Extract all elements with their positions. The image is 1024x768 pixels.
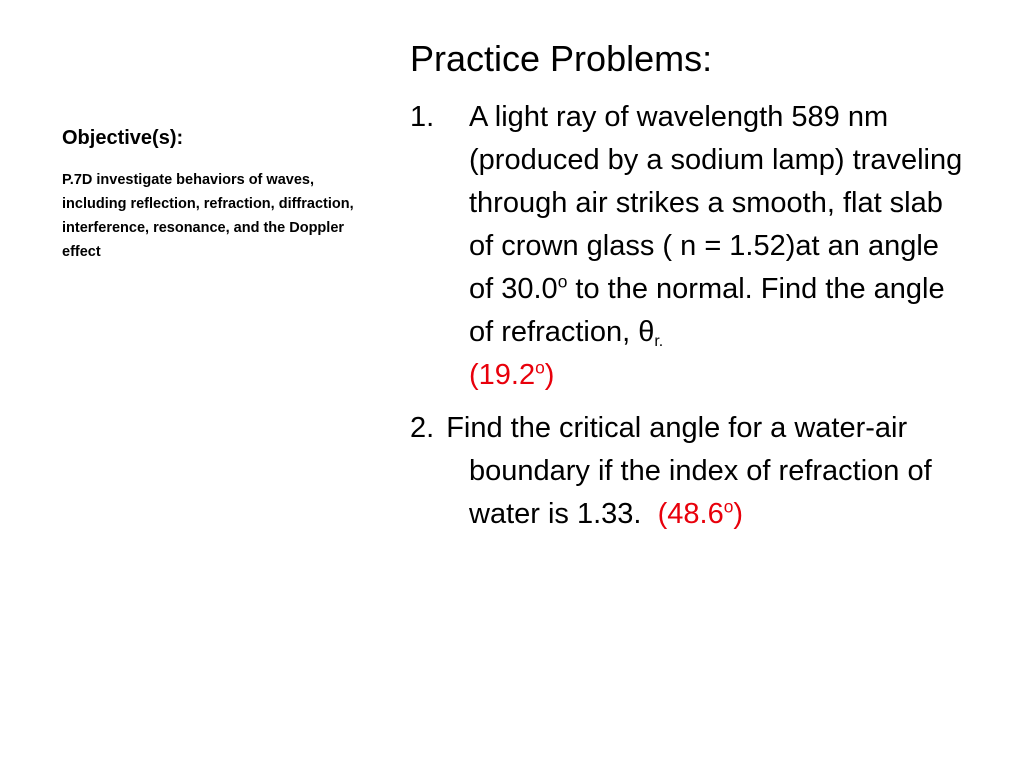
problem-2-answer (658, 498, 743, 530)
problem-2 (410, 407, 970, 536)
problem-2-number: 2. (410, 412, 435, 444)
problem-1-body (469, 96, 970, 397)
problem-2-answer-value: (48.6 (657, 498, 724, 530)
problem-1-degree-mark: o (557, 271, 568, 292)
problem-2-answer-close: ) (733, 498, 744, 530)
objective-title: Objective(s): (62, 127, 184, 149)
problem-1-text-a: A light ray of wavelength 589 nm (produced by a sodium lamp) traveling through air strikes a smooth, flat slab of crown glass ( n = 1.52)at an angle of 30.0 (469, 101, 963, 305)
problem-1-text-b: to the normal. Find the angle of refraction, θ (469, 273, 945, 348)
problem-2-answer-degree: o (723, 496, 734, 517)
practice-title: Practice Problems: (410, 38, 713, 79)
problem-list (410, 96, 970, 536)
problem-2-text: Find the critical angle for a water-air boundary if the index of refraction of water is 1.33. (446, 412, 932, 530)
problem-1-answer-close: ) (544, 359, 555, 391)
problem-1-subscript: r. (654, 332, 664, 350)
problem-1-answer-value: (19.2 (469, 359, 536, 391)
problem-1 (410, 96, 970, 397)
problem-1-answer (469, 359, 554, 391)
problem-1-number: 1. (410, 101, 435, 133)
problem-1-answer-degree: o (535, 357, 545, 378)
objective-text: P.7D investigate behaviors of waves, including reflection, refraction, diffraction, interference, resonance, and the Doppler effect (62, 172, 354, 260)
